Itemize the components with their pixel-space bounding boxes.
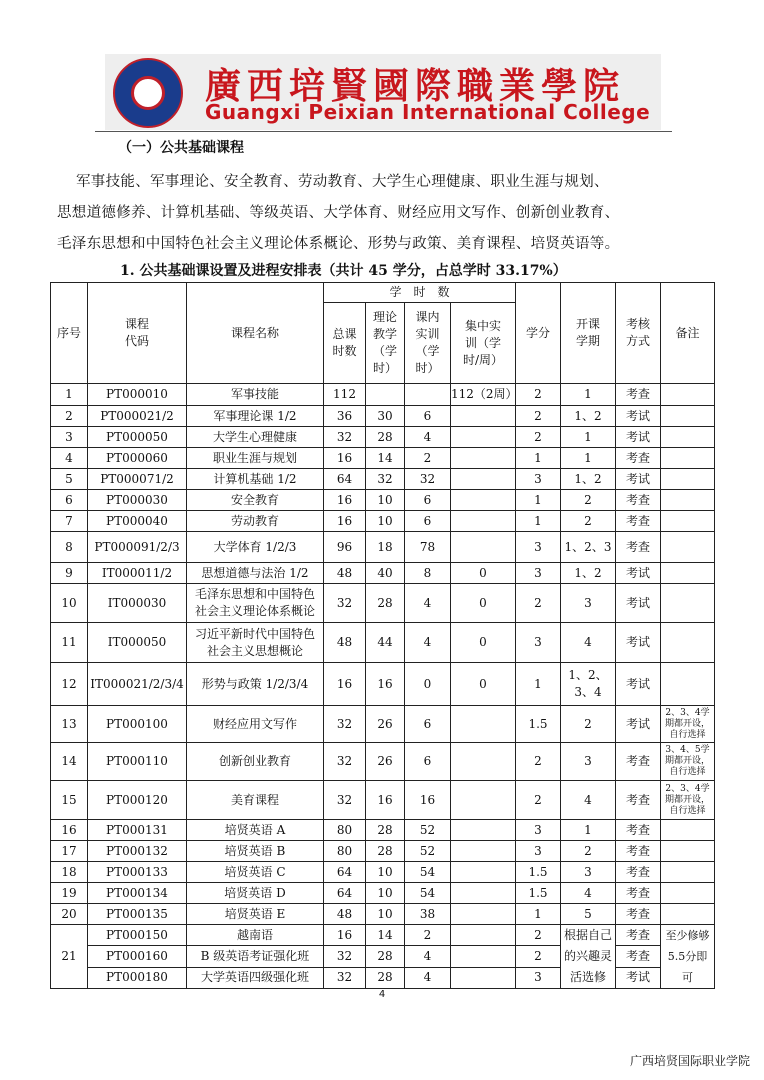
cell-seq: 12 — [51, 663, 88, 706]
cell-practice: 6 — [405, 706, 451, 743]
cell-intensive — [451, 406, 516, 427]
cell-intensive — [451, 841, 516, 862]
cell-name: 军事技能 — [187, 384, 324, 406]
cell-name: 职业生涯与规划 — [187, 448, 324, 469]
cell-theory: 32 — [366, 469, 405, 490]
cell-assess: 考试 — [616, 706, 661, 743]
table-row — [51, 946, 715, 967]
cell-practice: 8 — [405, 563, 451, 584]
cell-assess: 考试 — [616, 427, 661, 448]
cell-intensive — [451, 904, 516, 925]
cell-credit: 1.5 — [516, 862, 561, 883]
cell-theory: 28 — [366, 946, 405, 967]
cell-assess: 考试 — [616, 584, 661, 623]
cell-practice: 78 — [405, 532, 451, 563]
cell-seq: 8 — [51, 532, 88, 563]
cell-term: 4 — [561, 883, 616, 904]
cell-credit: 1 — [516, 663, 561, 706]
cell-credit: 3 — [516, 623, 561, 663]
cell-theory: 28 — [366, 427, 405, 448]
cell-seq: 9 — [51, 563, 88, 584]
cell-total: 48 — [324, 563, 366, 584]
paragraph-line: 毛泽东思想和中国特色社会主义理论体系概论、形势与政策、美育课程、培贤英语等。 — [57, 236, 620, 252]
cell-code: PT000050 — [88, 427, 187, 448]
cell-practice: 4 — [405, 427, 451, 448]
cell-theory: 28 — [366, 841, 405, 862]
cell-credit: 1 — [516, 511, 561, 532]
table-row — [51, 925, 715, 946]
cell-theory: 14 — [366, 448, 405, 469]
cell-total: 48 — [324, 904, 366, 925]
cell-code: PT000010 — [88, 384, 187, 406]
paragraph-line: 思想道德修养、计算机基础、等级英语、大学体育、财经应用文写作、创新创业教育、 — [57, 205, 620, 221]
cell-credit: 2 — [516, 743, 561, 781]
cell-credit: 1.5 — [516, 883, 561, 904]
cell-name: 培贤英语 C — [187, 862, 324, 883]
cell-practice: 6 — [405, 511, 451, 532]
cell-note — [661, 883, 715, 904]
cell-note — [661, 623, 715, 663]
cell-code: PT000160 — [88, 946, 187, 967]
cell-intensive: 0 — [451, 584, 516, 623]
cell-name: 安全教育 — [187, 490, 324, 511]
cell-credit: 1 — [516, 904, 561, 925]
table-row — [51, 532, 715, 563]
cell-practice: 52 — [405, 820, 451, 841]
cell-practice: 54 — [405, 883, 451, 904]
cell-credit: 2 — [516, 406, 561, 427]
cell-name: 越南语 — [187, 925, 324, 946]
cell-practice: 2 — [405, 448, 451, 469]
table-row — [51, 563, 715, 584]
cell-assess: 考试 — [616, 663, 661, 706]
cell-practice: 4 — [405, 946, 451, 967]
cell-total: 36 — [324, 406, 366, 427]
cell-note — [661, 490, 715, 511]
cell-assess: 考查 — [616, 883, 661, 904]
cell-theory: 28 — [366, 967, 405, 988]
cell-total: 16 — [324, 925, 366, 946]
cell-assess: 考试 — [616, 967, 661, 988]
cell-term: 1、2 — [561, 469, 616, 490]
header-assess: 考核方式 — [616, 283, 661, 384]
cell-assess: 考查 — [616, 841, 661, 862]
cell-assess: 考试 — [616, 623, 661, 663]
cell-name: 创新创业教育 — [187, 743, 324, 781]
cell-credit: 2 — [516, 946, 561, 967]
cell-name: 大学体育 1/2/3 — [187, 532, 324, 563]
cell-intensive: 0 — [451, 623, 516, 663]
table-row — [51, 781, 715, 820]
cell-seq: 4 — [51, 448, 88, 469]
cell-name: 美育课程 — [187, 781, 324, 820]
cell-practice: 6 — [405, 406, 451, 427]
cell-credit: 2 — [516, 925, 561, 946]
table-row — [51, 904, 715, 925]
cell-term: 1 — [561, 448, 616, 469]
cell-theory: 10 — [366, 490, 405, 511]
cell-name: 培贤英语 A — [187, 820, 324, 841]
header-total: 总课时数 — [324, 303, 366, 384]
college-banner — [105, 54, 661, 130]
cell-code: PT000133 — [88, 862, 187, 883]
cell-practice — [405, 384, 451, 406]
cell-note — [661, 511, 715, 532]
cell-note — [661, 904, 715, 925]
cell-seq: 5 — [51, 469, 88, 490]
cell-credit: 2 — [516, 584, 561, 623]
cell-total: 32 — [324, 967, 366, 988]
cell-intensive — [451, 469, 516, 490]
cell-term: 1、2 — [561, 563, 616, 584]
cell-assess: 考查 — [616, 925, 661, 946]
cell-assess: 考试 — [616, 469, 661, 490]
cell-intensive — [451, 946, 516, 967]
cell-practice: 4 — [405, 623, 451, 663]
cell-theory: 10 — [366, 862, 405, 883]
cell-seq: 16 — [51, 820, 88, 841]
cell-practice: 54 — [405, 862, 451, 883]
cell-total: 32 — [324, 427, 366, 448]
cell-name: 大学英语四级强化班 — [187, 967, 324, 988]
cell-intensive — [451, 925, 516, 946]
cell-name: 财经应用文写作 — [187, 706, 324, 743]
cell-intensive — [451, 862, 516, 883]
cell-term: 2 — [561, 706, 616, 743]
cell-assess: 考查 — [616, 862, 661, 883]
cell-practice: 6 — [405, 490, 451, 511]
cell-term: 2 — [561, 841, 616, 862]
cell-seq: 15 — [51, 781, 88, 820]
cell-assess: 考查 — [616, 511, 661, 532]
cell-credit: 3 — [516, 469, 561, 490]
paragraph-line: 军事技能、军事理论、安全教育、劳动教育、大学生心理健康、职业生涯与规划、 — [76, 174, 609, 190]
cell-term: 5 — [561, 904, 616, 925]
cell-total: 64 — [324, 862, 366, 883]
cell-seq: 17 — [51, 841, 88, 862]
cell-note — [661, 532, 715, 563]
header-seq: 序号 — [51, 283, 88, 384]
cell-note — [661, 563, 715, 584]
cell-total: 16 — [324, 490, 366, 511]
table-row — [51, 706, 715, 743]
cell-note — [661, 820, 715, 841]
cell-theory: 28 — [366, 820, 405, 841]
cell-code: PT000131 — [88, 820, 187, 841]
table-row — [51, 841, 715, 862]
college-name-cn: 廣西培賢國際職業學院 — [205, 65, 626, 107]
cell-assess: 考查 — [616, 490, 661, 511]
cell-total: 16 — [324, 663, 366, 706]
cell-credit: 1 — [516, 490, 561, 511]
cell-total: 32 — [324, 781, 366, 820]
cell-practice: 4 — [405, 584, 451, 623]
cell-assess: 考试 — [616, 406, 661, 427]
cell-name: 培贤英语 E — [187, 904, 324, 925]
table-row — [51, 967, 715, 988]
cell-seq: 7 — [51, 511, 88, 532]
cell-intensive — [451, 427, 516, 448]
cell-total: 32 — [324, 743, 366, 781]
cell-code: PT000030 — [88, 490, 187, 511]
header-code: 课程代码 — [88, 283, 187, 384]
cell-code: PT000180 — [88, 967, 187, 988]
cell-credit: 3 — [516, 532, 561, 563]
cell-total: 112 — [324, 384, 366, 406]
cell-total: 32 — [324, 946, 366, 967]
table-row — [51, 511, 715, 532]
cell-theory: 16 — [366, 781, 405, 820]
cell-term: 1、2 — [561, 406, 616, 427]
cell-theory — [366, 384, 405, 406]
cell-assess: 考查 — [616, 384, 661, 406]
cell-note — [661, 384, 715, 406]
cell-seq: 6 — [51, 490, 88, 511]
college-name-en: Guangxi Peixian International College — [205, 100, 651, 124]
cell-theory: 18 — [366, 532, 405, 563]
cell-theory: 14 — [366, 925, 405, 946]
table-row — [51, 490, 715, 511]
cell-term: 根据自己的兴趣灵活选修 — [561, 925, 616, 989]
cell-practice: 52 — [405, 841, 451, 862]
cell-practice: 16 — [405, 781, 451, 820]
cell-total: 80 — [324, 820, 366, 841]
cell-practice: 4 — [405, 967, 451, 988]
cell-note — [661, 841, 715, 862]
cell-total: 80 — [324, 841, 366, 862]
cell-name: 习近平新时代中国特色社会主义思想概论 — [187, 623, 324, 663]
cell-note — [661, 862, 715, 883]
cell-note — [661, 427, 715, 448]
cell-assess: 考查 — [616, 904, 661, 925]
cell-assess: 考查 — [616, 820, 661, 841]
cell-code: IT000050 — [88, 623, 187, 663]
cell-term: 1、2、3 — [561, 532, 616, 563]
cell-note — [661, 663, 715, 706]
cell-code: PT000100 — [88, 706, 187, 743]
cell-seq: 2 — [51, 406, 88, 427]
cell-term: 4 — [561, 781, 616, 820]
cell-total: 64 — [324, 883, 366, 904]
cell-code: PT000150 — [88, 925, 187, 946]
cell-total: 96 — [324, 532, 366, 563]
cell-term: 1 — [561, 427, 616, 448]
cell-name: 毛泽东思想和中国特色社会主义理论体系概论 — [187, 584, 324, 623]
cell-note: 2、3、4学期都开设，自行选择 — [661, 781, 715, 820]
cell-term: 2 — [561, 511, 616, 532]
cell-credit: 3 — [516, 563, 561, 584]
cell-name: 思想道德与法治 1/2 — [187, 563, 324, 584]
cell-seq: 1 — [51, 384, 88, 406]
cell-theory: 40 — [366, 563, 405, 584]
cell-seq: 13 — [51, 706, 88, 743]
cell-seq: 21 — [51, 925, 88, 989]
cell-theory: 26 — [366, 743, 405, 781]
cell-practice: 0 — [405, 663, 451, 706]
cell-code: PT000135 — [88, 904, 187, 925]
cell-term: 4 — [561, 623, 616, 663]
cell-total: 64 — [324, 469, 366, 490]
cell-theory: 28 — [366, 584, 405, 623]
cell-intensive — [451, 511, 516, 532]
cell-total: 16 — [324, 448, 366, 469]
cell-seq: 3 — [51, 427, 88, 448]
cell-credit: 2 — [516, 427, 561, 448]
cell-credit: 2 — [516, 781, 561, 820]
cell-intensive: 0 — [451, 663, 516, 706]
cell-credit: 2 — [516, 384, 561, 406]
cell-intensive: 112（2周） — [451, 384, 516, 406]
cell-credit: 1 — [516, 448, 561, 469]
table-row — [51, 384, 715, 406]
cell-seq: 11 — [51, 623, 88, 663]
cell-note — [661, 448, 715, 469]
cell-code: PT000091/2/3 — [88, 532, 187, 563]
cell-code: IT000011/2 — [88, 563, 187, 584]
cell-assess: 考查 — [616, 743, 661, 781]
cell-theory: 16 — [366, 663, 405, 706]
cell-code: PT000071/2 — [88, 469, 187, 490]
cell-term: 3 — [561, 743, 616, 781]
cell-credit: 1.5 — [516, 706, 561, 743]
cell-theory: 44 — [366, 623, 405, 663]
cell-assess: 考查 — [616, 532, 661, 563]
cell-code: PT000134 — [88, 883, 187, 904]
cell-code: PT000021/2 — [88, 406, 187, 427]
cell-note: 2、3、4学期都开设，自行选择 — [661, 706, 715, 743]
cell-term: 1 — [561, 820, 616, 841]
table-row — [51, 743, 715, 781]
cell-name: 大学生心理健康 — [187, 427, 324, 448]
cell-assess: 考查 — [616, 781, 661, 820]
cell-code: IT000021/2/3/4 — [88, 663, 187, 706]
cell-practice: 32 — [405, 469, 451, 490]
cell-term: 3 — [561, 862, 616, 883]
cell-code: IT000030 — [88, 584, 187, 623]
cell-seq: 19 — [51, 883, 88, 904]
cell-assess: 考查 — [616, 448, 661, 469]
cell-note — [661, 584, 715, 623]
cell-note: 3、4、5学期都开设，自行选择 — [661, 743, 715, 781]
cell-total: 32 — [324, 706, 366, 743]
cell-name: 劳动教育 — [187, 511, 324, 532]
table-row — [51, 584, 715, 623]
header-divider — [95, 131, 672, 132]
cell-intensive — [451, 820, 516, 841]
cell-total: 16 — [324, 511, 366, 532]
cell-seq: 20 — [51, 904, 88, 925]
cell-seq: 18 — [51, 862, 88, 883]
cell-note: 至少修够5.5分即可 — [661, 925, 715, 989]
cell-note — [661, 406, 715, 427]
cell-intensive — [451, 532, 516, 563]
cell-name: 计算机基础 1/2 — [187, 469, 324, 490]
college-seal-logo — [113, 58, 183, 128]
header-intensive: 集中实训（学时/周） — [451, 303, 516, 384]
cell-credit: 3 — [516, 820, 561, 841]
cell-name: 培贤英语 B — [187, 841, 324, 862]
cell-credit: 3 — [516, 841, 561, 862]
table-row — [51, 406, 715, 427]
table-row — [51, 469, 715, 490]
table-row — [51, 820, 715, 841]
cell-name: 形势与政策 1/2/3/4 — [187, 663, 324, 706]
cell-credit: 3 — [516, 967, 561, 988]
cell-name: B 级英语考证强化班 — [187, 946, 324, 967]
cell-intensive — [451, 448, 516, 469]
header-term: 开课学期 — [561, 283, 616, 384]
cell-practice: 2 — [405, 925, 451, 946]
cell-intensive: 0 — [451, 563, 516, 584]
cell-assess: 考试 — [616, 563, 661, 584]
cell-term: 2 — [561, 490, 616, 511]
cell-name: 培贤英语 D — [187, 883, 324, 904]
cell-theory: 30 — [366, 406, 405, 427]
cell-seq: 10 — [51, 584, 88, 623]
cell-theory: 10 — [366, 511, 405, 532]
table-row — [51, 427, 715, 448]
cell-code: PT000132 — [88, 841, 187, 862]
table-row — [51, 448, 715, 469]
cell-assess: 考查 — [616, 946, 661, 967]
table-row — [51, 862, 715, 883]
table-row — [51, 883, 715, 904]
cell-theory: 10 — [366, 883, 405, 904]
header-theory: 理论教学（学时） — [366, 303, 405, 384]
course-table — [50, 282, 715, 989]
footer-college-name: 广西培贤国际职业学院 — [629, 1054, 750, 1068]
cell-intensive — [451, 967, 516, 988]
table-row — [51, 663, 715, 706]
cell-intensive — [451, 490, 516, 511]
section-title: （一）公共基础课程 — [118, 140, 244, 156]
cell-total: 32 — [324, 584, 366, 623]
header-note: 备注 — [661, 283, 715, 384]
cell-code: PT000040 — [88, 511, 187, 532]
page-number: 4 — [378, 989, 386, 1000]
cell-term: 1、2、3、4 — [561, 663, 616, 706]
cell-theory: 26 — [366, 706, 405, 743]
cell-total: 48 — [324, 623, 366, 663]
cell-code: PT000120 — [88, 781, 187, 820]
table-title: 1. 公共基础课设置及进程安排表（共计 45 学分，占总学时 33.17%） — [120, 263, 567, 279]
cell-term: 1 — [561, 384, 616, 406]
cell-note — [661, 469, 715, 490]
cell-seq: 14 — [51, 743, 88, 781]
table-row — [51, 623, 715, 663]
header-credit: 学分 — [516, 283, 561, 384]
cell-intensive — [451, 781, 516, 820]
header-practice: 课内实训（学时） — [405, 303, 451, 384]
cell-practice: 6 — [405, 743, 451, 781]
cell-code: PT000060 — [88, 448, 187, 469]
cell-theory: 10 — [366, 904, 405, 925]
header-hours-group: 学 时 数 — [324, 283, 516, 303]
cell-intensive — [451, 883, 516, 904]
cell-intensive — [451, 743, 516, 781]
cell-name: 军事理论课 1/2 — [187, 406, 324, 427]
cell-term: 3 — [561, 584, 616, 623]
cell-intensive — [451, 706, 516, 743]
cell-code: PT000110 — [88, 743, 187, 781]
cell-practice: 38 — [405, 904, 451, 925]
header-name: 课程名称 — [187, 283, 324, 384]
